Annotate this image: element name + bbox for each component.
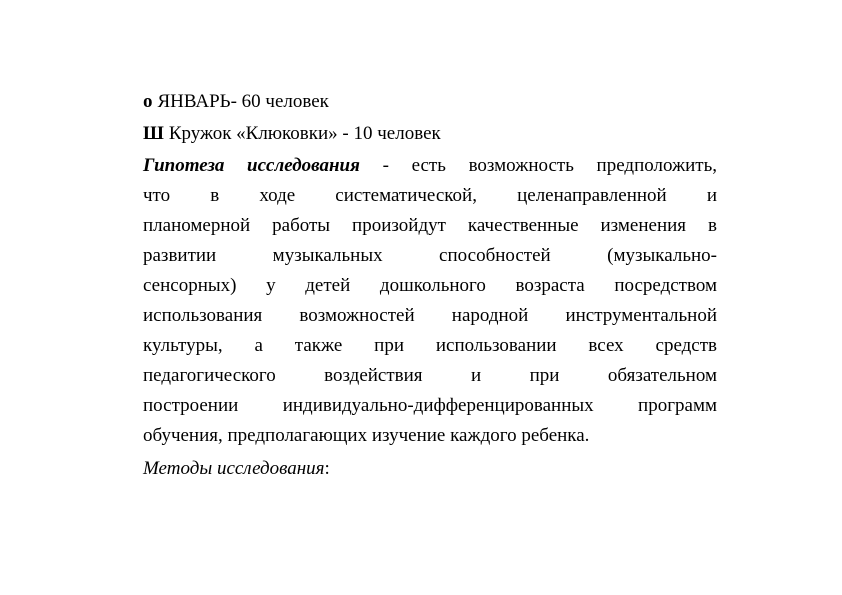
hypothesis-last-line: обучения, предполагающих изучение каждого ребенка. [143, 425, 590, 446]
bullet-line-january [143, 87, 717, 116]
hypothesis-line: педагогического воздействия и при обязательном [143, 365, 717, 386]
bullet-text: ЯНВАРЬ- 60 человек [157, 91, 329, 112]
bullet-marker: Ш [143, 123, 164, 144]
hypothesis-term: Гипотеза исследования [143, 155, 360, 176]
hypothesis-line: планомерной работы произойдут качественные изменения в [143, 215, 717, 236]
document-page [143, 87, 717, 483]
methods-heading [143, 454, 717, 483]
methods-suffix: : [324, 458, 330, 479]
bullet-marker: o [143, 91, 153, 112]
methods-term: Методы исследования [143, 458, 325, 479]
bullet-text: Кружок «Клюковки» - 10 человек [168, 123, 441, 144]
hypothesis-line: сенсорных) у детей дошкольного возраста посредством [143, 275, 717, 296]
hypothesis-line: развитии музыкальных способностей (музыкально- [143, 245, 717, 266]
hypothesis-line: что в ходе систематической, целенаправленной и [143, 185, 717, 206]
hypothesis-text: - есть возможность предположить, [359, 155, 718, 176]
hypothesis-line: построении индивидуально-дифференцированных программ [143, 395, 717, 416]
hypothesis-line: культуры, а также при использовании всех средств [143, 335, 717, 356]
hypothesis-line: использования возможностей народной инструментальной [143, 305, 717, 326]
hypothesis-line [143, 151, 717, 181]
bullet-line-club [143, 119, 717, 148]
hypothesis-paragraph [143, 151, 717, 451]
